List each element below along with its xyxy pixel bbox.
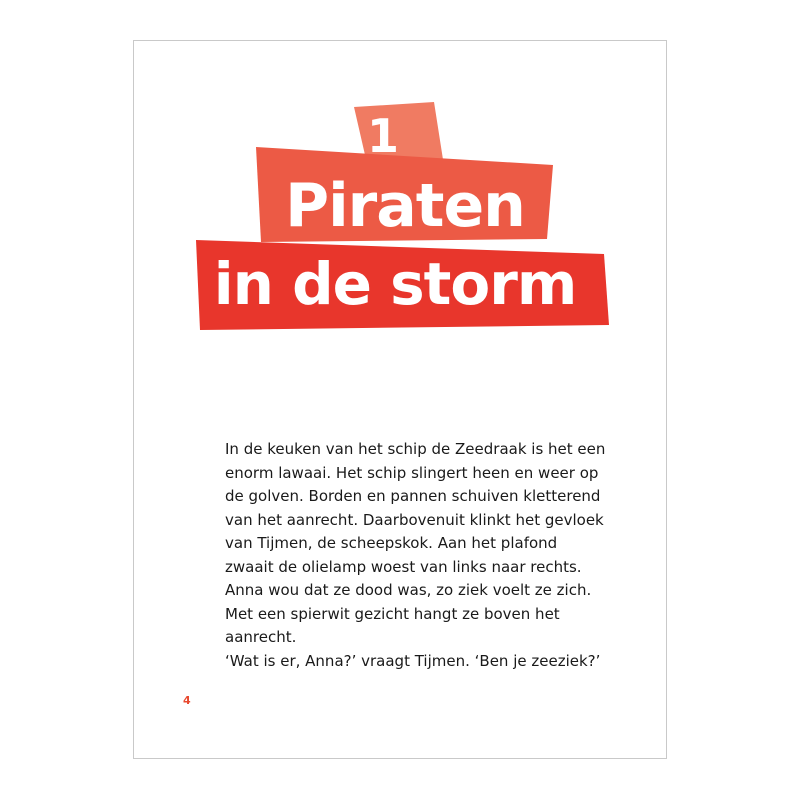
body-line: aanrecht. — [225, 628, 297, 646]
body-line: zwaait de olielamp woest van links naar rechts. — [225, 557, 582, 576]
body-text — [225, 438, 605, 673]
chapter-title-line1: Piraten — [285, 171, 525, 241]
body-line: ‘Wat is er, Anna?’ vraagt Tijmen. ‘Ben je zeeziek?’ — [225, 651, 601, 670]
body-line: Anna wou dat ze dood was, zo ziek voelt ze zich. — [225, 581, 592, 599]
body-line: In de keuken van het schip de Zeedraak is het een — [225, 440, 606, 458]
body-line: Met een spierwit gezicht hangt ze boven het — [225, 604, 560, 623]
chapter-title-line2: in de storm — [213, 250, 577, 318]
body-line: enorm lawaai. Het schip slingert heen en weer op — [225, 463, 599, 482]
chapter-number: 1 — [366, 109, 399, 163]
body-line: van Tijmen, de scheepskok. Aan het plafond — [225, 534, 558, 552]
page-number: 4 — [183, 694, 191, 707]
body-line: van het aanrecht. Daarbovenuit klinkt het gevloek — [225, 510, 604, 529]
body-line: de golven. Borden en pannen schuiven kletterend — [225, 487, 601, 505]
